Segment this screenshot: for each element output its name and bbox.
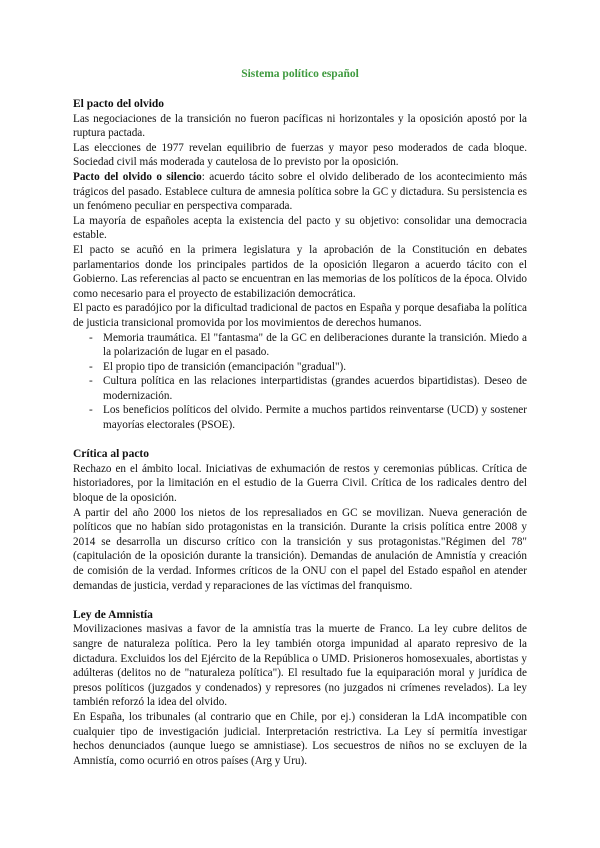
section-critica-al-pacto [73, 447, 527, 593]
definition-text: : acuerdo tácito sobre el olvido deliberado de los acontecimiento más trágicos del pasado. Establece cultura de amnesia política sobre la GC y dictadura. Su persistencia es un fenómeno peculiar en perspectiva comparada. [73, 170, 527, 213]
section-pacto-del-olvido [73, 97, 527, 433]
list-item [89, 360, 527, 375]
dash-marker: - [89, 404, 93, 417]
paragraph: Movilizaciones masivas a favor de la amnistía tras la muerte de Franco. La ley cubre delitos de sangre de naturaleza política. Pero la ley también otorga impunidad al aparato represivo de la dictadura. Excluidos los del Ejército de la República o UMD. Prisioneros homosexuales, abortistas y adúlteras (delitos no de "naturaleza política"). El resultado fue la equiparación moral y jurídica de presos políticos (juzgados y condenados) y represores (no juzgados ni crímenes revelados). La ley también reforzó la idea del olvido. [73, 623, 527, 709]
paragraph: Rechazo en el ámbito local. Iniciativas de exhumación de restos y ceremonias públicas. Crítica de historiadores, por la limitación en el estudio de la Guerra Civil. Crítica de los radicales dentro del bloque de la oposición. [73, 462, 527, 505]
list-item-text: Memoria traumática. El "fantasma" de la GC en deliberaciones durante la transición. Miedo a la polarización de lugar en el pasado. [103, 331, 527, 359]
section-spacer [73, 433, 527, 448]
paragraph-definition [73, 170, 527, 214]
list-item-text: Los beneficios políticos del olvido. Permite a muchos partidos reinventarse (UCD) y sostener mayorías electorales (PSOE). [103, 404, 527, 432]
section-ley-de-amnistia [73, 608, 527, 769]
document-title: Sistema político español [241, 68, 359, 80]
bold-term: Pacto del olvido o silencio [73, 170, 202, 183]
section-spacer [73, 593, 527, 608]
dash-marker: - [89, 331, 93, 344]
list-item [89, 403, 527, 432]
paragraph: El pacto se acuñó en la primera legislatura y la aprobación de la Constitución en debates parlamentarios donde los principales partidos de la oposición llegaron a acuerdo tácito con el Gobierno. Las referencias al pacto se encuentran en las memorias de los políticos de la época. Olvido como necesario para el proyecto de estabilización democrática. [73, 243, 527, 300]
section-heading: Crítica al pacto [73, 448, 150, 461]
paragraph: Las negociaciones de la transición no fueron pacíficas ni horizontales y la oposición apostó por la ruptura pactada. [73, 112, 527, 140]
paragraph: En España, los tribunales (al contrario que en Chile, por ej.) consideran la LdA incompatible con cualquier tipo de investigación judicial. Interpretación restrictiva. La Ley sí permitía investigar hechos denunciados (aunque luego se amnistiase). Los secuestros de niños no se excluyen de la Amnistía, como ocurrió en otros países (Arg y Uru). [73, 710, 527, 767]
list-item [89, 374, 527, 403]
paragraph: La mayoría de españoles acepta la existencia del pacto y su objetivo: consolidar una democracia estable. [73, 214, 527, 242]
bullet-list [73, 331, 527, 433]
list-item-text: El propio tipo de transición (emancipación "gradual"). [103, 360, 347, 373]
dash-marker: - [89, 375, 93, 388]
list-item-text: Cultura política en las relaciones interpartidistas (grandes acuerdos bipartidistas). Deseo de modernización. [103, 375, 527, 402]
paragraph: Las elecciones de 1977 revelan equilibrio de fuerzas y mayor peso moderados de cada bloque. Sociedad civil más moderada y cautelosa de lo previsto por la oposición. [73, 141, 527, 169]
section-heading: Ley de Amnistía [73, 608, 153, 621]
list-item [89, 331, 527, 360]
section-heading: El pacto del olvido [73, 98, 165, 110]
paragraph: A partir del año 2000 los nietos de los represaliados en GC se movilizan. Nueva generación de políticos que no habían sido protagonistas en la transición. Durante la crisis política entre 2008 y 2014 se desarrolla un discurso crítico con la transición y sus protagonistas."Régimen del 78" (capitulación de la oposición durante la transición). Demandas de anulación de Amnistía y creación de comisión de la verdad. Informes críticos de la ONU con el papel del Estado español en atender demandas de justicia, verdad y reparaciones de las víctimas del franquismo. [73, 506, 527, 592]
dash-marker: - [89, 360, 93, 373]
paragraph: El pacto es paradójico por la dificultad tradicional de pactos en España y porque desafiaba la política de justicia transicional promovida por los movimientos de derechos humanos. [73, 302, 527, 329]
